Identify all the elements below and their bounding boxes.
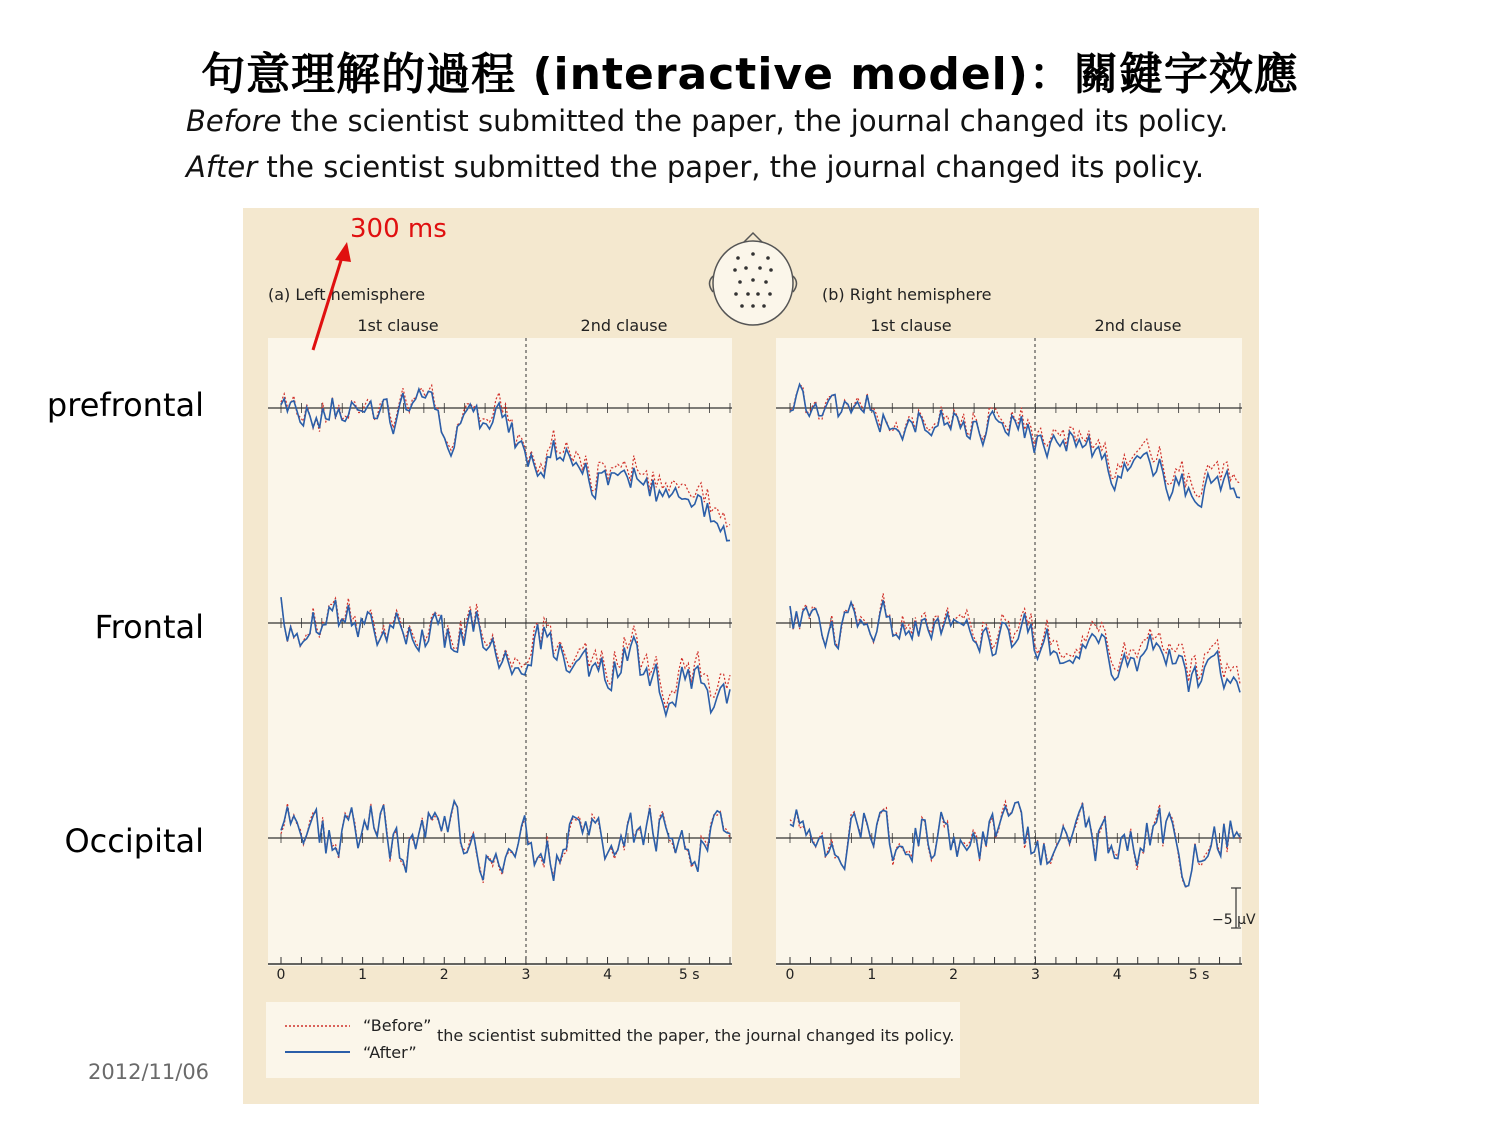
legend-before-label: “Before” bbox=[363, 1016, 432, 1035]
electrode-dot bbox=[736, 256, 740, 260]
time-tick-label: 3 bbox=[521, 967, 531, 983]
amplitude-scale-label: −5 µV bbox=[1212, 912, 1256, 928]
panel-left-label: (a) Left hemisphere bbox=[268, 285, 426, 304]
slide-title: 句意理解的過程 (interactive model)：關鍵字效應 bbox=[201, 49, 1299, 100]
electrode-dot bbox=[762, 304, 766, 308]
clause-label-right-1: 1st clause bbox=[870, 316, 952, 335]
time-tick-label: 5 s bbox=[1188, 967, 1210, 983]
sentence-before-rest: the scientist submitted the paper, the journal changed its policy. bbox=[281, 104, 1229, 138]
time-tick-label: 2 bbox=[949, 967, 959, 983]
time-tick-label: 1 bbox=[867, 967, 877, 983]
electrode-dot bbox=[751, 278, 755, 282]
electrode-dot bbox=[734, 292, 738, 296]
legend-after-label: “After” bbox=[363, 1043, 417, 1062]
annotation-label: 300 ms bbox=[350, 214, 447, 244]
time-tick-label: 4 bbox=[1112, 967, 1122, 983]
electrode-dot bbox=[733, 268, 737, 272]
electrode-dot bbox=[758, 266, 762, 270]
clause-label-left-2: 2nd clause bbox=[580, 316, 668, 335]
electrode-dot bbox=[769, 268, 773, 272]
electrode-dot bbox=[738, 280, 742, 284]
slide-date: 2012/11/06 bbox=[88, 1060, 210, 1084]
electrode-dot bbox=[751, 304, 755, 308]
clause-label-right-2: 2nd clause bbox=[1094, 316, 1182, 335]
time-tick-label: 0 bbox=[276, 967, 286, 983]
panel-left-area bbox=[268, 338, 732, 966]
sentence-after-rest: the scientist submitted the paper, the journal changed its policy. bbox=[257, 150, 1205, 184]
time-tick-label: 2 bbox=[439, 967, 449, 983]
electrode-dot bbox=[766, 256, 770, 260]
time-tick-label: 4 bbox=[603, 967, 613, 983]
time-tick-label: 5 s bbox=[678, 967, 700, 983]
time-tick-label: 3 bbox=[1030, 967, 1040, 983]
electrode-dot bbox=[751, 252, 755, 256]
time-tick-label: 0 bbox=[785, 967, 795, 983]
row-label-occipital: Occipital bbox=[64, 822, 204, 860]
row-label-frontal: Frontal bbox=[94, 608, 204, 646]
time-tick-label: 1 bbox=[358, 967, 368, 983]
electrode-dot bbox=[764, 280, 768, 284]
sentence-after-lead: After bbox=[186, 150, 258, 184]
electrode-dot bbox=[768, 292, 772, 296]
row-label-prefrontal: prefrontal bbox=[46, 386, 204, 424]
sentence-before-lead: Before bbox=[186, 104, 282, 138]
annotation-arrowhead bbox=[335, 242, 351, 262]
panel-right-label: (b) Right hemisphere bbox=[822, 285, 992, 304]
electrode-dot bbox=[744, 266, 748, 270]
legend-caption: the scientist submitted the paper, the journal changed its policy. bbox=[437, 1026, 955, 1045]
clause-label-left-1: 1st clause bbox=[357, 316, 439, 335]
electrode-dot bbox=[746, 292, 750, 296]
electrode-dot bbox=[756, 292, 760, 296]
electrode-dot bbox=[740, 304, 744, 308]
